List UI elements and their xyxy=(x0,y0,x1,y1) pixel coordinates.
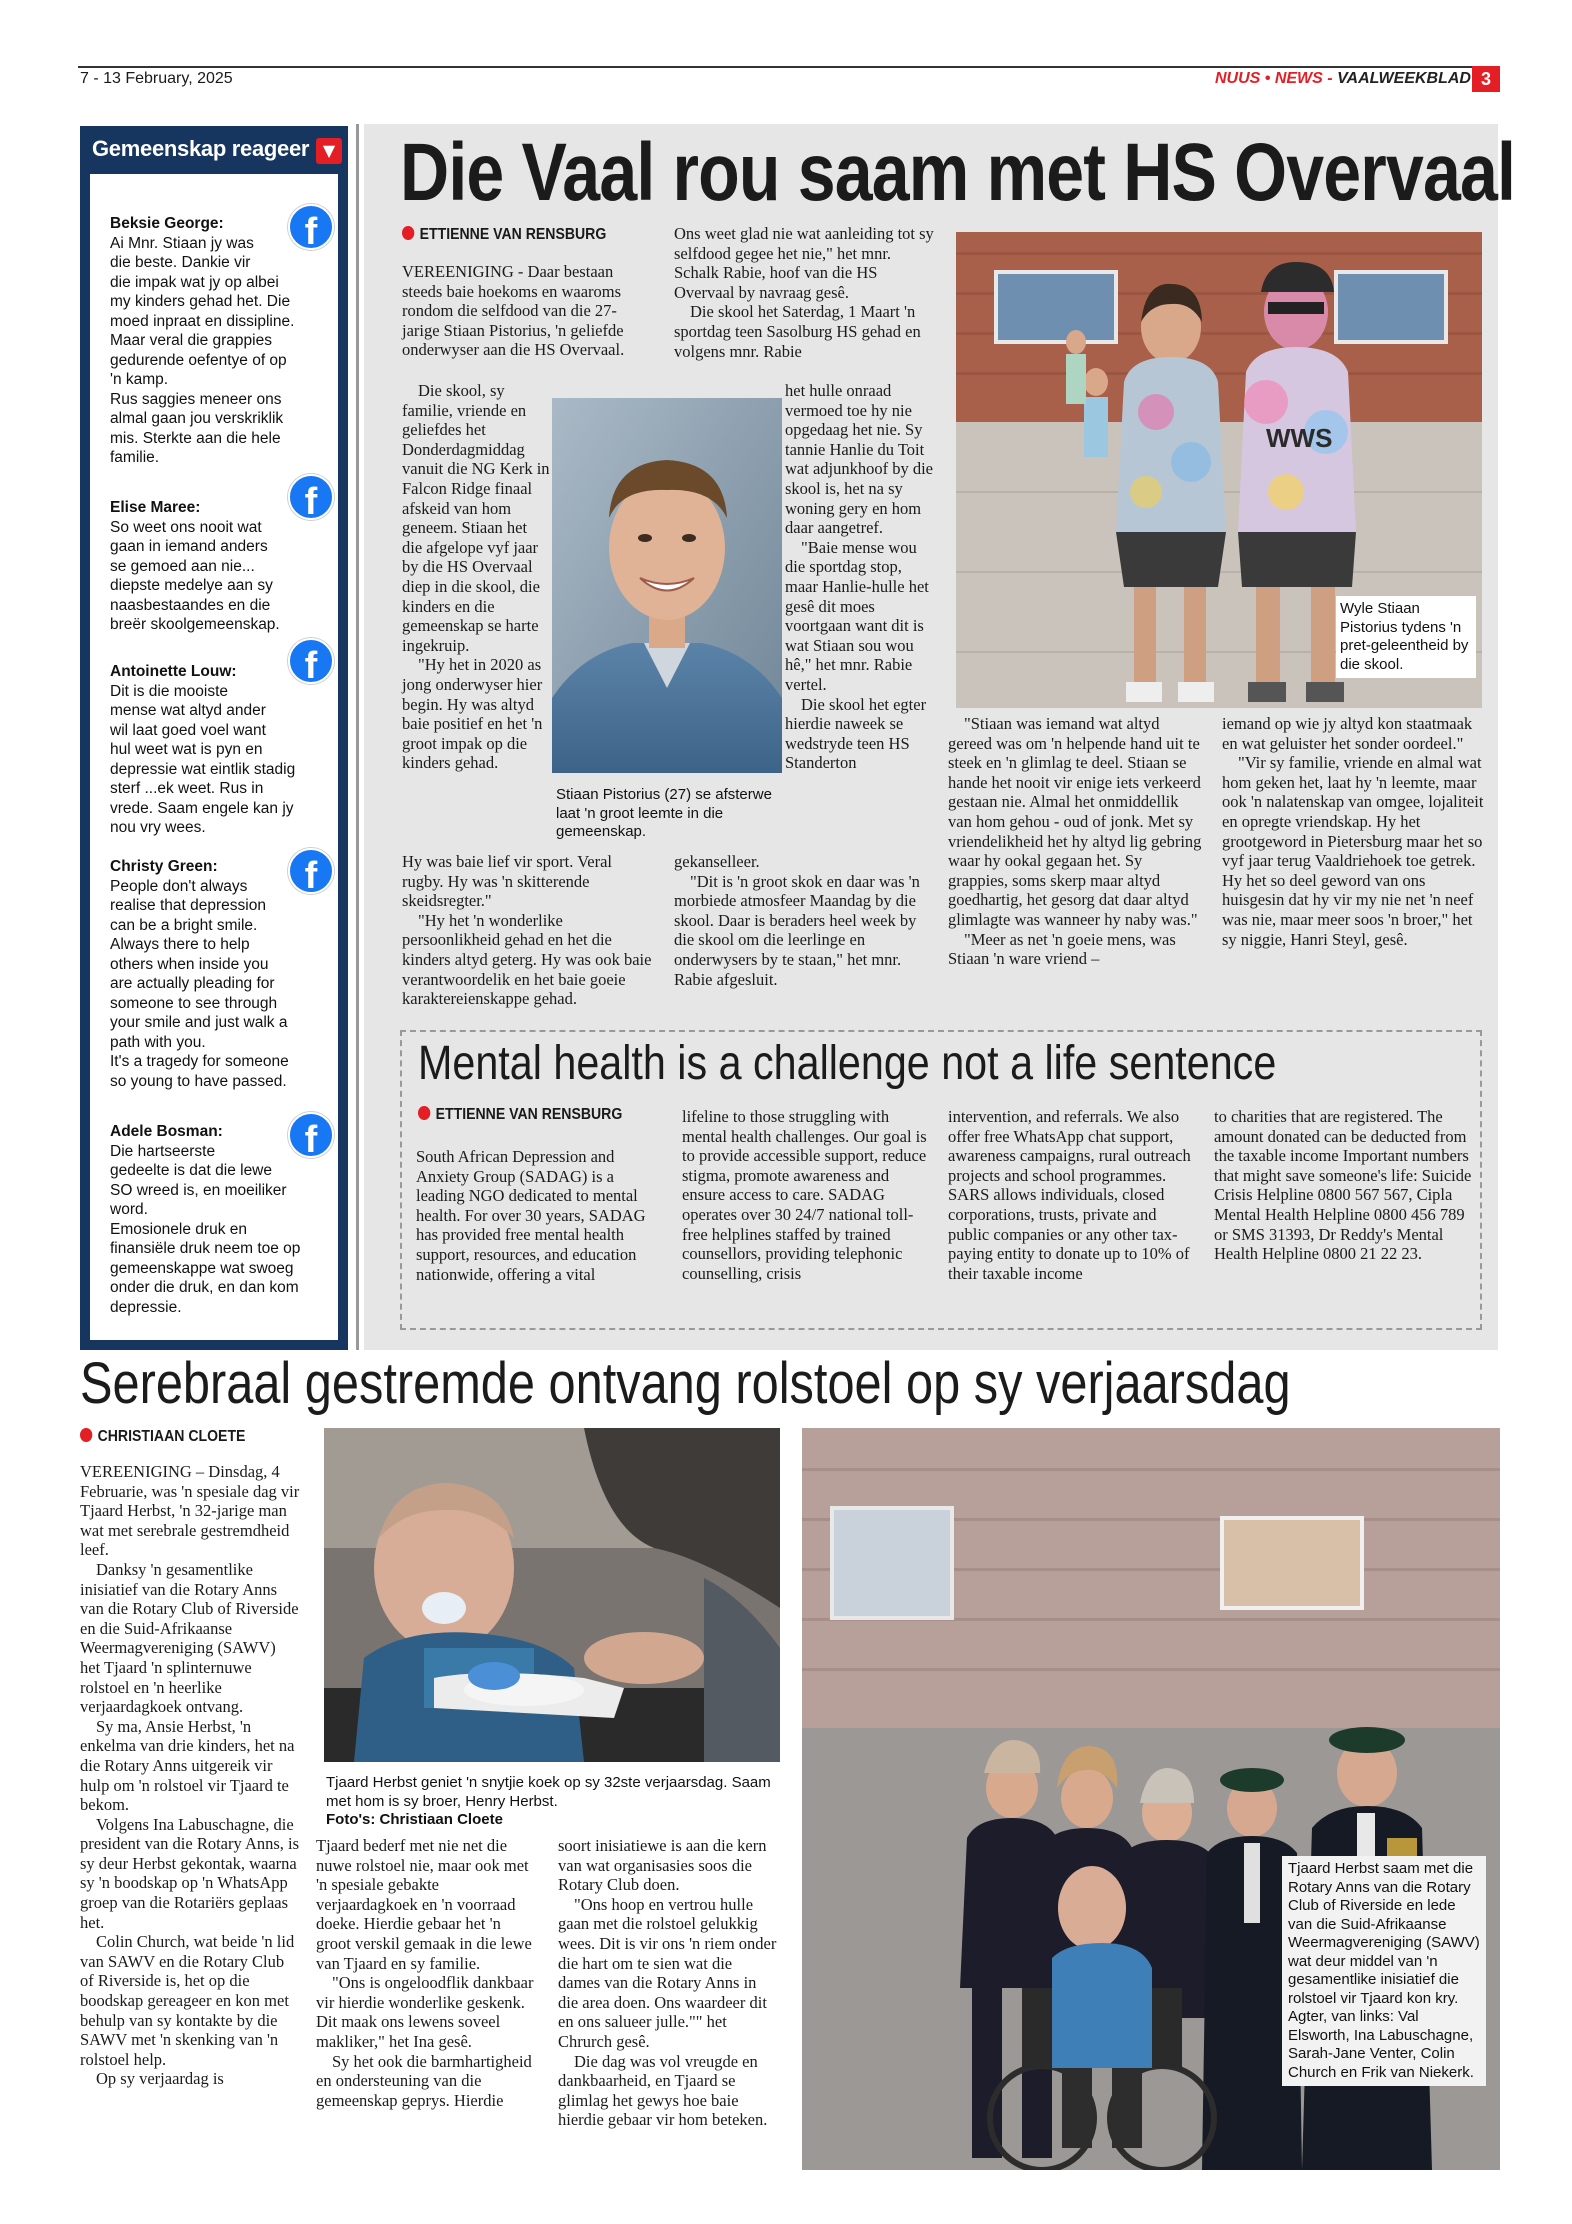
comment-text: People don't always realise that depression can be a bright smile. Always there to help others when inside you are actually pleading for someone to see through your smile and just walk a path with you. It's a tragedy for someone so young to have passed. xyxy=(110,877,289,1090)
comment-item xyxy=(110,662,328,838)
section-name: NUUS • NEWS - xyxy=(1215,70,1333,87)
photo-caption: Wyle Stiaan Pistorius tydens 'n pret-geleentheid by die skool. xyxy=(1336,596,1476,678)
story-headline: Serebraal gestremde ontvang rolstoel op sy verjaarsdag xyxy=(80,1351,1291,1416)
story-paragraph: "Meer as net 'n goeie mens, was Stiaan 'n ware vriend – xyxy=(948,929,1176,969)
sidebar-title: Gemeenskap reageer xyxy=(92,136,310,161)
sidebar-header xyxy=(80,126,348,174)
comment-item xyxy=(110,857,328,1091)
story-column xyxy=(674,224,934,361)
publication-name: VAALWEEKBLAD xyxy=(1337,70,1471,87)
story-paragraph: "Baie mense wou die sportdag stop, maar Hanlie-hulle het gesê dit moes voortgaan want dit is wat Stiaan sou wou hê," het mnr. Rabie vertel. xyxy=(785,537,929,694)
story-paragraph: Sy ma, Ansie Herbst, 'n enkelma van drie kinders, het na die Rotary Anns uitgereik vir hulp om 'n rolstoel vir Tjaard te bekom. xyxy=(80,1716,295,1815)
facebook-icon: f xyxy=(288,638,334,684)
comment-text: Ai Mnr. Stiaan jy was die beste. Dankie vir die impak wat jy op albei my kinders gehad het. Die moed inpraat en dissipline. Maar veral die grappies gedurende oefentye of op 'n kamp. Rus saggies meneer ons almal gaan jou verskriklik mis. Sterkte aan die hele familie. xyxy=(110,234,295,466)
comment-author: Adele Bosman: xyxy=(110,1123,223,1140)
issue-date: 7 - 13 February, 2025 xyxy=(80,70,233,87)
story-paragraph: lifeline to those struggling with mental health challenges. Our goal is to provide accessible support, reduce stigma, promote awareness and ensure access to care. SADAG operates over 30 24/7 national toll-free helplines staffed by trained counsellors, providing telephonic counselling, crisis xyxy=(682,1107,927,1283)
facebook-icon: f xyxy=(288,474,334,520)
comment-author: Elise Maree: xyxy=(110,499,201,516)
story-headline: Mental health is a challenge not a life sentence xyxy=(418,1037,1277,1090)
story-column xyxy=(1222,714,1484,949)
story-paragraph: "Hy het 'n wonderlike persoonlikheid gehad en het die kinders altyd geterg. Hy was ook baie verantwoordelik en het baie goeie karaktereienskappe gehad. xyxy=(402,910,652,1009)
story-column xyxy=(416,1147,666,1284)
comment-text: Dit is die mooiste mense wat altyd ander wil laat goed voel want hul weet wat is pyn en depressie wat eintlik stadig sterf ...ek weet. Rus in vrede. Saam engele kan jy nou vry wees. xyxy=(110,682,296,836)
story-column xyxy=(682,1107,932,1283)
shirt-text: WWS xyxy=(1266,423,1333,453)
comment-item xyxy=(110,214,328,468)
header-rule xyxy=(78,66,1498,68)
comment-text: Die hartseerste gedeelte is dat die lewe SO wreed is, en moeiliker word. Emosionele druk en finansiële druk neem toe op gemeenskappe wat swoeg onder die druk, en dan kom depressie. xyxy=(110,1142,301,1316)
chevron-down-icon: ▼ xyxy=(316,138,342,164)
story-paragraph: intervention, and referrals. We also offer free WhatsApp chat support, awareness campaigns, rural outreach projects and school programmes. SARS allows individuals, closed corporations, trusts, private and public companies or any other tax-paying entity to donate up to 10% of their taxable income xyxy=(948,1107,1191,1283)
story-paragraph: "Vir sy familie, vriende en almal wat hom geken het, laat hy 'n leemte, maar ook 'n nalatenskap van omgee, lojaliteit en opregte vriendskap. Hy het grootgeword in Pietersburg maar het so vyf jaar terug Vaaldriehoek toe getrek. Hy het so deel geword van ons huisgesin dat hy vir my nie net 'n neef was nie, maar meer soos 'n broer," het sy niggie, Hanri Steyl, gesê. xyxy=(1222,753,1484,949)
story-byline xyxy=(80,1428,245,1446)
facebook-icon: f xyxy=(288,848,334,894)
bullet-dot-icon xyxy=(80,1428,92,1442)
story-column xyxy=(402,262,652,360)
story-column xyxy=(674,852,934,989)
photo-caption: Stiaan Pistorius (27) se afsterwe laat 'n groot leemte in die gemeenskap. xyxy=(556,786,772,840)
story-paragraph: iemand op wie jy altyd kon staatmaak en wat geluister het sonder oordeel." xyxy=(1222,714,1473,753)
story-paragraph: "Stiaan was iemand wat altyd gereed was om 'n helpende hand uit te steek en 'n glimlag te deel. Stiaan se hande het nooit vir enige iets verkeerd gestaan nie. Almal het onmiddellik van hom gehou - oud of jonk. Met sy vriendelikheid het hy altyd lig gebring waar hy ookal gegaan het. Sy grappies, soms skerp maar altyd goedhartig, het gesorg dat daar altyd glimlagte was wanneer hy naby was." xyxy=(948,714,1202,929)
story-paragraph: VEREENIGING - Daar bestaan steeds baie hoekoms en waaroms rondom die selfdood van die 27-jarige Stiaan Pistorius, 'n geliefde onderwyser aan die HS Overvaal. xyxy=(402,262,625,360)
comment-item xyxy=(110,498,328,635)
portrait-photo xyxy=(552,398,782,773)
story-paragraph: gekanselleer. xyxy=(674,852,760,871)
sidebar-comments xyxy=(90,174,338,1340)
photo-caption: Tjaard Herbst saam met die Rotary Anns van die Rotary Club of Riverside en lede van die Suid-Afrikaanse Weermagvereniging (SAWV) wat deur middel van 'n gesamentlike inisiatief die rolstoel vir Tjaard kon kry. Agter, van links: Val Elsworth, Ina Labuschagne, Sarah-Jane Venter, Colin Church en Frik van Niekerk. xyxy=(1282,1856,1486,2086)
story-column xyxy=(402,852,652,1009)
facebook-icon: f xyxy=(288,1112,334,1158)
story-paragraph: Ons weet glad nie wat aanleiding tot sy selfdood gegee het nie," het mnr. Schalk Rabie, hoof van die HS Overvaal by navraag gesê. xyxy=(674,224,934,302)
byline-name: ETTIENNE VAN RENSBURG xyxy=(435,1106,623,1123)
story-paragraph: Die dag was vol vreugde en dankbaarheid, en Tjaard se glimlag het gewys hoe baie hierdie gebaar vir hom beteken. xyxy=(558,2051,768,2130)
story-paragraph: "Dit is 'n groot skok en daar was 'n morbiede atmosfeer Maandag by die skool. Daar is beraders heel week by die skool om die leerlinge en onderwysers by te staan," het mnr. Rabie afgesluit. xyxy=(674,871,920,989)
facebook-icon: f xyxy=(288,204,334,250)
story-paragraph: VEREENIGING – Dinsdag, 4 Februarie, was 'n spesiale dag vir Tjaard Herbst, 'n 32-jarige man wat met serebrale gestremdheid leef. xyxy=(80,1462,300,1560)
photo-credit: Foto's: Christiaan Cloete xyxy=(326,1811,503,1828)
bullet-dot-icon xyxy=(418,1106,430,1120)
story-column xyxy=(948,714,1203,969)
story-paragraph: "Ons hoop en vertrou hulle gaan met die rolstoel gelukkig wees. Dit is vir ons 'n riem onder die hart om te sien wat die dames van die Rotary Anns in die area doen. Ons waardeer dit en ons salueer julle."" het Chrurch gesê. xyxy=(558,1894,777,2051)
column-divider xyxy=(356,124,359,1350)
section-label xyxy=(1215,70,1471,88)
story-paragraph: Die skool het Saterdag, 1 Maart 'n sportdag teen Sasolburg HS gehad en volgens mnr. Rabie xyxy=(674,302,921,361)
story-paragraph: Die skool het egter hierdie naweek se wedstryde teen HS Standerton xyxy=(785,694,927,773)
story-column xyxy=(316,1836,536,2110)
photo-caption xyxy=(326,1774,782,1830)
bullet-dot-icon xyxy=(402,226,414,240)
comment-author: Antoinette Louw: xyxy=(110,663,237,680)
story-paragraph: het hulle onraad vermoed toe hy nie opgedaag het nie. Sy tannie Hanlie du Toit wat adjunkhoof by die skool is, het na sy woning gery en hom daar aangetref. xyxy=(785,381,934,538)
story-column xyxy=(402,381,550,773)
story-paragraph: Danksy 'n gesamentlike inisiatief van die Rotary Anns van die Rotary Club of Riverside en die Suid-Afrikaanse Weermagvereniging (SAWV) het Tjaard 'n splinternuwe rolstoel en 'n heerlike verjaardagkoek ontvang. xyxy=(80,1559,299,1717)
story-paragraph: Colin Church, wat beide 'n lid van SAWV en die Rotary Club of Riverside is, het op die boodskap gereageer en kon met behulp van sy kontakte by die SAWV met 'n skenking van 'n rolstoel help. xyxy=(80,1932,295,2069)
community-reactions-sidebar xyxy=(80,126,348,1350)
story-paragraph: Op sy verjaardag is xyxy=(96,2069,224,2089)
story-paragraph: Hy was baie lief vir sport. Veral rugby. Hy was 'n skitterende skeidsregter." xyxy=(402,852,613,911)
page-number: 3 xyxy=(1472,66,1500,92)
story-byline xyxy=(402,226,606,244)
story-column xyxy=(785,381,933,773)
story-headline: Die Vaal rou saam met HS Overvaal xyxy=(400,127,1516,218)
comment-author: Christy Green: xyxy=(110,858,218,875)
story-paragraph: Die skool, sy familie, vriende en geliefdes het Donderdagmiddag vanuit die NG Kerk in Falcon Ridge finaal afskeid van hom geneem. Stiaan het die afgelope vyf jaar by die HS Overvaal diep in die skool, die kinders en die gemeenskap se harte ingekruip. xyxy=(402,381,550,655)
byline-name: CHRISTIAAN CLOETE xyxy=(97,1428,246,1445)
story-column xyxy=(80,1462,300,2089)
story-paragraph: "Ons is ongeloodflik dankbaar vir hierdie wonderlike geskenk. Dit maak ons lewens soveel makliker," het Ina gesê. xyxy=(316,1973,534,2051)
comment-text: So weet ons nooit wat gaan in iemand anders se gemoed aan nie... diepste medelye aan sy naasbestaandes en die breër skoolgemeenskap. xyxy=(110,518,280,633)
comment-author: Beksie George: xyxy=(110,215,224,232)
story-column xyxy=(1214,1107,1476,1264)
story-column xyxy=(948,1107,1198,1283)
story-column xyxy=(558,1836,778,2130)
byline-name: ETTIENNE VAN RENSBURG xyxy=(419,226,607,243)
caption-text: Tjaard Herbst geniet 'n snytjie koek op sy 32ste verjaarsdag. Saam met hom is sy broer, Henry Herbst. xyxy=(326,1774,771,1810)
story-paragraph: Volgens Ina Labuschagne, die president van die Rotary Anns, is sy deur Herbst gekontak, waarna sy 'n boodskap op 'n WhatsApp groep van die Rotariërs geplaas het. xyxy=(80,1814,300,1932)
story-paragraph: soort inisiatiewe is aan die kern van wat organisasies soos die Rotary Club doen. xyxy=(558,1836,767,1895)
story-byline xyxy=(418,1106,622,1124)
story-paragraph: to charities that are registered. The amount donated can be deducted from the taxable income Important numbers that might save someone's life: Suicide Crisis Helpline 0800 567 567, Cipla Mental Health Helpline 0800 456 789 or SMS 31393, Dr Reddy's Mental Health Helpline 0800 21 22 23. xyxy=(1214,1107,1472,1264)
story-paragraph: Sy het ook die barmhartigheid en ondersteuning van die gemeenskap geprys. Hierdie xyxy=(316,2051,532,2110)
story-paragraph: Tjaard bederf met nie net die nuwe rolstoel nie, maar ook met 'n spesiale gebakte verjaardagkoek en 'n voorraad doeke. Hierdie gebaar het 'n groot verskil gemaak in die lewe van Tjaard en sy familie. xyxy=(316,1836,532,1973)
birthday-cake-photo xyxy=(324,1428,780,1762)
story-paragraph: South African Depression and Anxiety Group (SADAG) is a leading NGO dedicated to mental health. For over 30 years, SADAG has provided free mental health support, resources, and education nationwide, offering a vital xyxy=(416,1147,646,1284)
story-paragraph: "Hy het in 2020 as jong onderwyser hier begin. Hy was altyd baie positief en het 'n groot impak op die kinders gehad. xyxy=(402,655,543,773)
